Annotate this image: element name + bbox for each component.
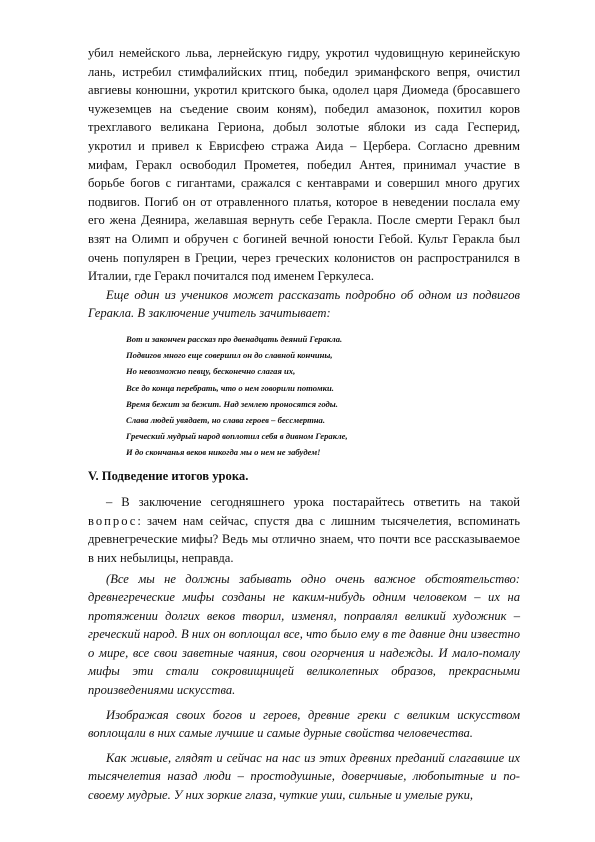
section-number: V.: [88, 468, 99, 483]
poem-line: Все до конца перебрать, что о нем говорили потомки.: [126, 382, 334, 393]
paragraph-heracles-labors: убил немейского льва, лернейскую гидру, укротил чудовищную керинейскую лань, истребил стимфалийских птиц, победил эриманфского вепря, очистил авгиевы конюшни, укротил критского быка, одолел царя Диомеда (бросавшего чужеземцев на съедение своим коням), победил амазонок, похитил коров трехглавого великана Гериона, добыл золотые яблоки из сада Гесперид, укротил и привел к Еврисфею стража Аида – Цербера. Согласно древним мифам, Геракл освободил Прометея, победил Антея, принимал участие в борьбе богов с гигантами, сражался с кентаврами и совершил много других подвигов. Погиб он от отравленного платья, которое в неведении послала ему его жена Деянира, желавшая вернуть себе Геракла. После смерти Геракл был взят на Олимп и обручен с богиней вечной юности Гебой. Культ Геракла был очень популярен в Греции, через греческих колонистов он распространился в Италии, где Геракл почитался под именем Геркулеса.: [88, 46, 520, 284]
poem-line: Вот и закончен рассказ про двенадцать деяний Геракла.: [126, 333, 343, 344]
question-word: вопрос: [88, 513, 138, 528]
question-rest: : зачем нам сейчас, спустя два с лишним тысячелетия, вспоминать древнегреческие мифы? Ведь мы отлично знаем, что почти все рассказываемое в них небылицы, неправда.: [88, 513, 520, 565]
paragraph-question: [88, 493, 520, 567]
section-heading: [88, 467, 520, 486]
document-page: [88, 44, 520, 805]
poem-line: И до скончанья веков никогда мы о нем не забудем!: [126, 447, 321, 458]
poem-line: Но невозможно певцу, бесконечно слагая их,: [126, 366, 296, 377]
paragraph-myths-creators: (Все мы не должны забывать одно очень важное обстоятельство: древнегреческие мифы созданы не каким-нибудь одним человеком – их на протяжении долгих веков творил, изменял, поправлял великий художник – греческий народ. В них он воплощал все, что было ему в те давние дни известно о мире, все свои заветные чаяния, свои огорчения и надежды. И мало-помалу мифы эти стали сокровищницей великолепных образов, прекрасными произведениями искусства.: [88, 571, 520, 698]
poem-line: Подвигов много еще совершил он до славной кончины,: [126, 350, 333, 361]
poem-line: Время бежит за бежит. Над землею проносятся годы.: [126, 398, 338, 409]
paragraph-gods-heroes: Изображая своих богов и героев, древние греки с великим искусством воплощали в них самые лучшие и самые дурные свойства человечества.: [88, 707, 520, 741]
paragraph-teacher-instruction: Еще один из учеников может рассказать подробно об одном из подвигов Геракла. В заключение учитель зачитывает:: [88, 287, 520, 321]
question-lead: – В заключение сегодняшнего урока постарайтесь ответить на такой: [106, 495, 520, 510]
poem-line: Слава людей увядает, но слава героев – бессмертна.: [126, 414, 325, 425]
poem-excerpt: [88, 331, 520, 461]
poem-line: Греческий мудрый народ воплотил себя в дивном Геракле,: [126, 431, 348, 442]
paragraph-ancient-people: Как живые, глядят и сейчас на нас из этих древних преданий слагавшие их тысячелетия назад люди – простодушные, доверчивые, любопытные и по-своему мудрые. У них зоркие глаза, чуткие уши, сильные и умелые руки,: [88, 750, 520, 803]
section-title: Подведение итогов урока.: [101, 468, 249, 483]
